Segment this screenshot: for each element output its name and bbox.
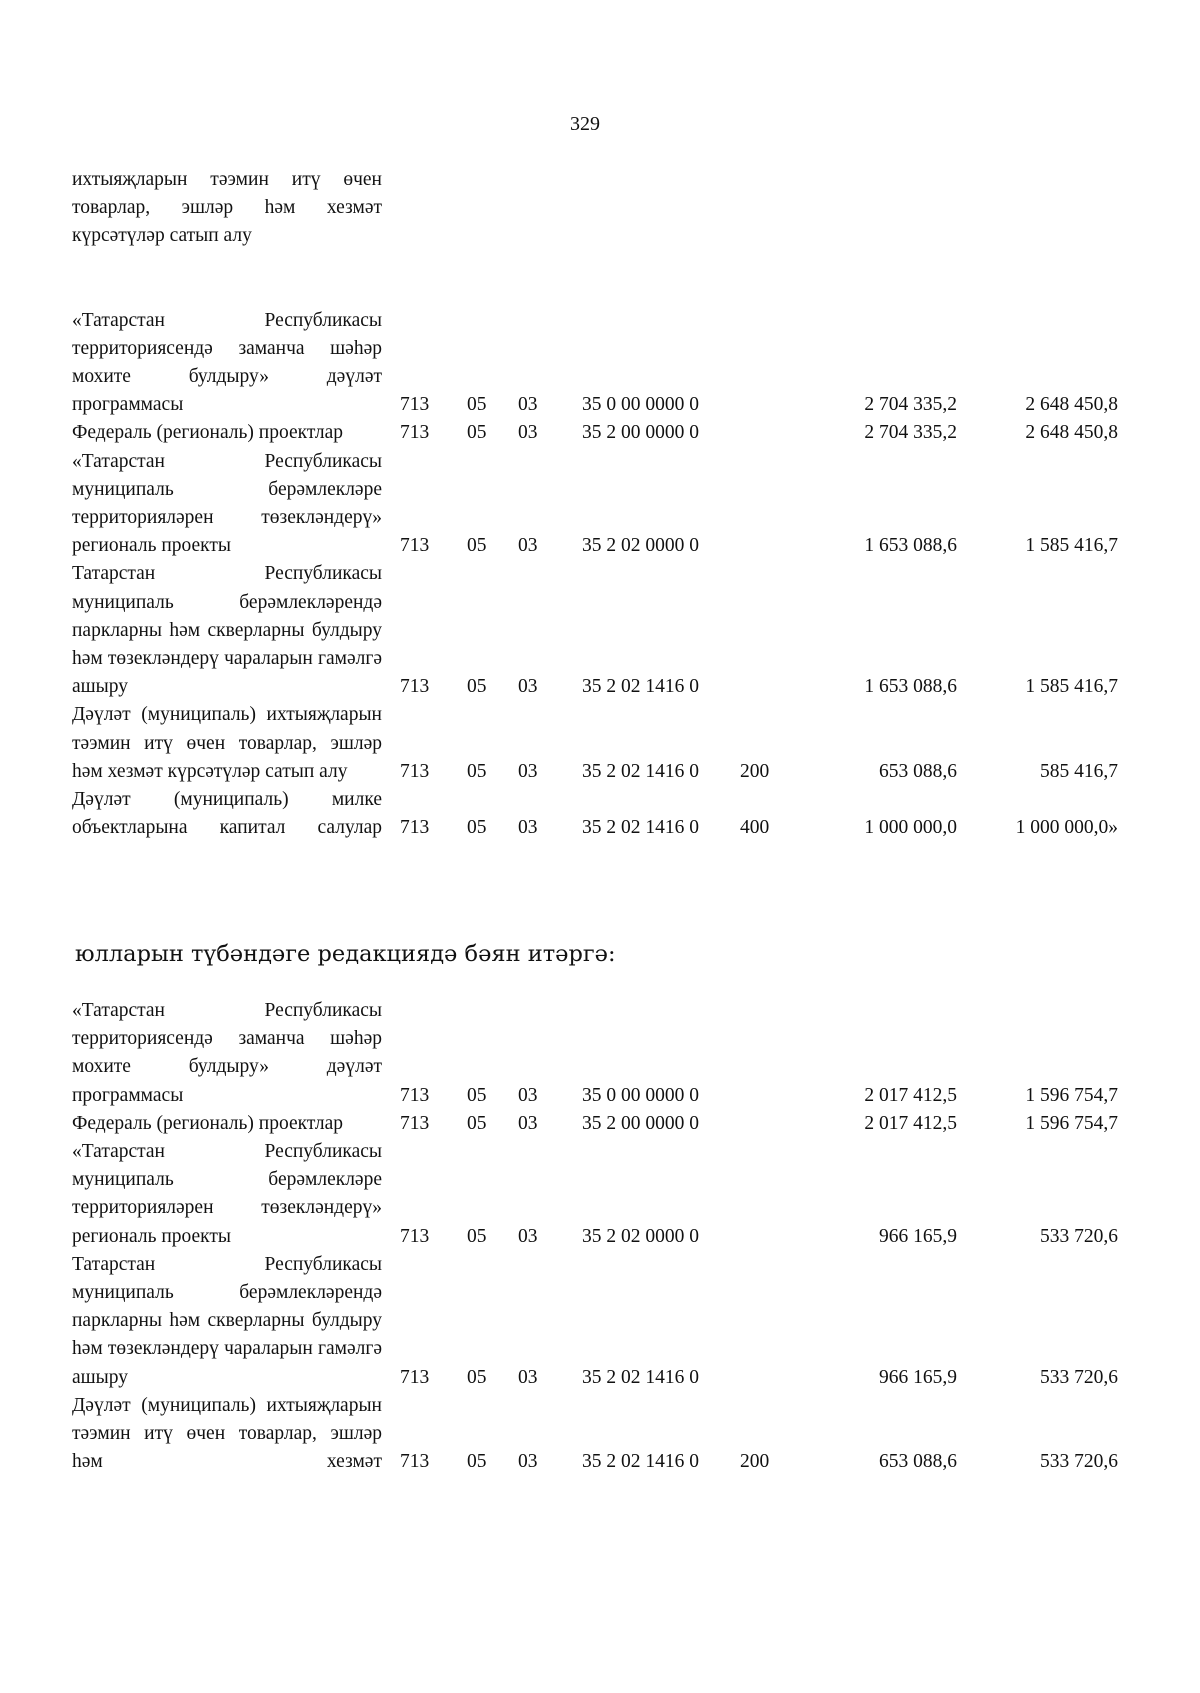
cell-csr: 35 0 00 0000 0	[582, 394, 699, 416]
cell-pr: 03	[518, 817, 538, 839]
cell-csr: 35 2 02 0000 0	[582, 1225, 699, 1247]
row-name: Дәүләт (муниципаль) милке объектларына капитал салулар	[72, 789, 382, 839]
cell-amount-1: 1 653 088,6	[864, 676, 957, 698]
cell-amount-1: 1 000 000,0	[864, 817, 957, 839]
cell-gb: 713	[400, 676, 430, 698]
table-row	[72, 701, 1132, 786]
cell-rz: 05	[467, 676, 487, 698]
cell-gb: 713	[400, 817, 430, 839]
cell-vr: 400	[740, 817, 770, 839]
cell-gb: 713	[400, 422, 430, 444]
section-instruction-text: юлларын түбәндәге редакциядә бәян итәргә:	[75, 941, 616, 967]
row-name: Татарстан Республикасы муниципаль берәмлекләрендә паркларны һәм скверларны булдыру һәм төзекләндерү чараларын гамәлгә ашыру	[72, 563, 382, 698]
page-number: 329	[570, 113, 600, 135]
cell-amount-1: 2 704 335,2	[864, 394, 957, 416]
cell-csr: 35 2 00 0000 0	[582, 422, 699, 444]
cell-amount-1: 1 653 088,6	[864, 535, 957, 557]
cell-rz: 05	[467, 1084, 487, 1106]
cell-rz: 05	[467, 817, 487, 839]
cell-amount-1: 2 017 412,5	[864, 1084, 957, 1106]
cell-amount-1: 2 017 412,5	[864, 1112, 957, 1134]
cell-csr: 35 2 02 1416 0	[582, 760, 699, 782]
cell-amount-2: 1 000 000,0»	[1015, 817, 1118, 839]
cell-rz: 05	[467, 422, 487, 444]
cell-amount-2: 1 585 416,7	[1025, 676, 1118, 698]
cell-gb: 713	[400, 1451, 430, 1473]
row-name: Федераль (региональ) проектлар	[72, 422, 344, 444]
cell-gb: 713	[400, 1225, 430, 1247]
cell-amount-1: 653 088,6	[879, 760, 957, 782]
cell-amount-2: 1 585 416,7	[1025, 535, 1118, 557]
cell-amount-1: 966 165,9	[879, 1225, 957, 1247]
cell-vr: 200	[740, 760, 770, 782]
cell-gb: 713	[400, 760, 430, 782]
cell-rz: 05	[467, 535, 487, 557]
cell-csr: 35 2 02 1416 0	[582, 676, 699, 698]
cell-csr: 35 2 02 1416 0	[582, 1366, 699, 1388]
table-row	[72, 166, 1132, 251]
cell-gb: 713	[400, 535, 430, 557]
cell-csr: 35 2 02 1416 0	[582, 817, 699, 839]
cell-amount-1: 966 165,9	[879, 1366, 957, 1388]
top-budget-table	[72, 166, 1132, 842]
cell-csr: 35 0 00 0000 0	[582, 1084, 699, 1106]
bottom-budget-table	[72, 997, 1132, 1476]
table-row	[72, 307, 1132, 420]
cell-csr: 35 2 00 0000 0	[582, 1112, 699, 1134]
cell-amount-1: 2 704 335,2	[864, 422, 957, 444]
table-row	[72, 560, 1132, 701]
table-row	[72, 1110, 1132, 1138]
cell-amount-2: 2 648 450,8	[1025, 394, 1118, 416]
cell-pr: 03	[518, 1225, 538, 1247]
row-name: «Татарстан Республикасы муниципаль берәмлекләре территорияләрен төзекләндерү» региональ проекты	[72, 450, 382, 557]
cell-rz: 05	[467, 1225, 487, 1247]
cell-rz: 05	[467, 1366, 487, 1388]
cell-csr: 35 2 02 0000 0	[582, 535, 699, 557]
cell-gb: 713	[400, 1366, 430, 1388]
cell-pr: 03	[518, 1112, 538, 1134]
cell-csr: 35 2 02 1416 0	[582, 1451, 699, 1473]
cell-amount-2: 533 720,6	[1040, 1451, 1118, 1473]
row-name: «Татарстан Республикасы территориясендә заманча шәһәр мохите булдыру» дәүләт программасы	[72, 309, 382, 416]
table-row	[72, 1392, 1132, 1477]
cell-pr: 03	[518, 1366, 538, 1388]
cell-rz: 05	[467, 1112, 487, 1134]
row-name: «Татарстан Республикасы муниципаль берәмлекләре территорияләрен төзекләндерү» региональ проекты	[72, 1141, 382, 1247]
cell-pr: 03	[518, 535, 538, 557]
table-row	[72, 419, 1132, 447]
cell-amount-2: 533 720,6	[1040, 1225, 1118, 1247]
cell-amount-2: 1 596 754,7	[1025, 1084, 1118, 1106]
table-row	[72, 1138, 1132, 1251]
cell-vr: 200	[740, 1451, 770, 1473]
cell-amount-2: 2 648 450,8	[1025, 422, 1118, 444]
cell-rz: 05	[467, 394, 487, 416]
table-row	[72, 448, 1132, 561]
table-row	[72, 997, 1132, 1110]
cell-pr: 03	[518, 676, 538, 698]
cell-amount-2: 533 720,6	[1040, 1366, 1118, 1388]
cell-gb: 713	[400, 1112, 430, 1134]
cell-pr: 03	[518, 394, 538, 416]
row-name: Дәүләт (муниципаль) ихтыяҗларын тәэмин итү өчен товарлар, эшләр һәм хезмәт күрсәтүләр сатып алу	[72, 704, 382, 782]
cell-amount-2: 1 596 754,7	[1025, 1112, 1118, 1134]
cell-amount-1: 653 088,6	[879, 1451, 957, 1473]
row-name: ихтыяҗларын тәэмин итү өчен товарлар, эшләр һәм хезмәт күрсәтүләр сатып алу	[72, 169, 382, 247]
table-row	[72, 786, 1132, 842]
cell-rz: 05	[467, 760, 487, 782]
row-name: Татарстан Республикасы муниципаль берәмлекләрендә паркларны һәм скверларны булдыру һәм төзекләндерү чараларын гамәлгә ашыру	[72, 1253, 382, 1388]
cell-rz: 05	[467, 1451, 487, 1473]
cell-pr: 03	[518, 422, 538, 444]
row-name: Федераль (региональ) проектлар	[72, 1112, 344, 1134]
cell-amount-2: 585 416,7	[1040, 760, 1118, 782]
table-row	[72, 1251, 1132, 1392]
cell-gb: 713	[400, 1084, 430, 1106]
cell-pr: 03	[518, 1451, 538, 1473]
row-name: «Татарстан Республикасы территориясендә заманча шәһәр мохите булдыру» дәүләт программасы	[72, 1000, 382, 1106]
cell-gb: 713	[400, 394, 430, 416]
cell-pr: 03	[518, 760, 538, 782]
cell-pr: 03	[518, 1084, 538, 1106]
row-name: Дәүләт (муниципаль) ихтыяҗларын тәэмин итү өчен товарлар, эшләр һәм хезмәт	[72, 1394, 382, 1473]
